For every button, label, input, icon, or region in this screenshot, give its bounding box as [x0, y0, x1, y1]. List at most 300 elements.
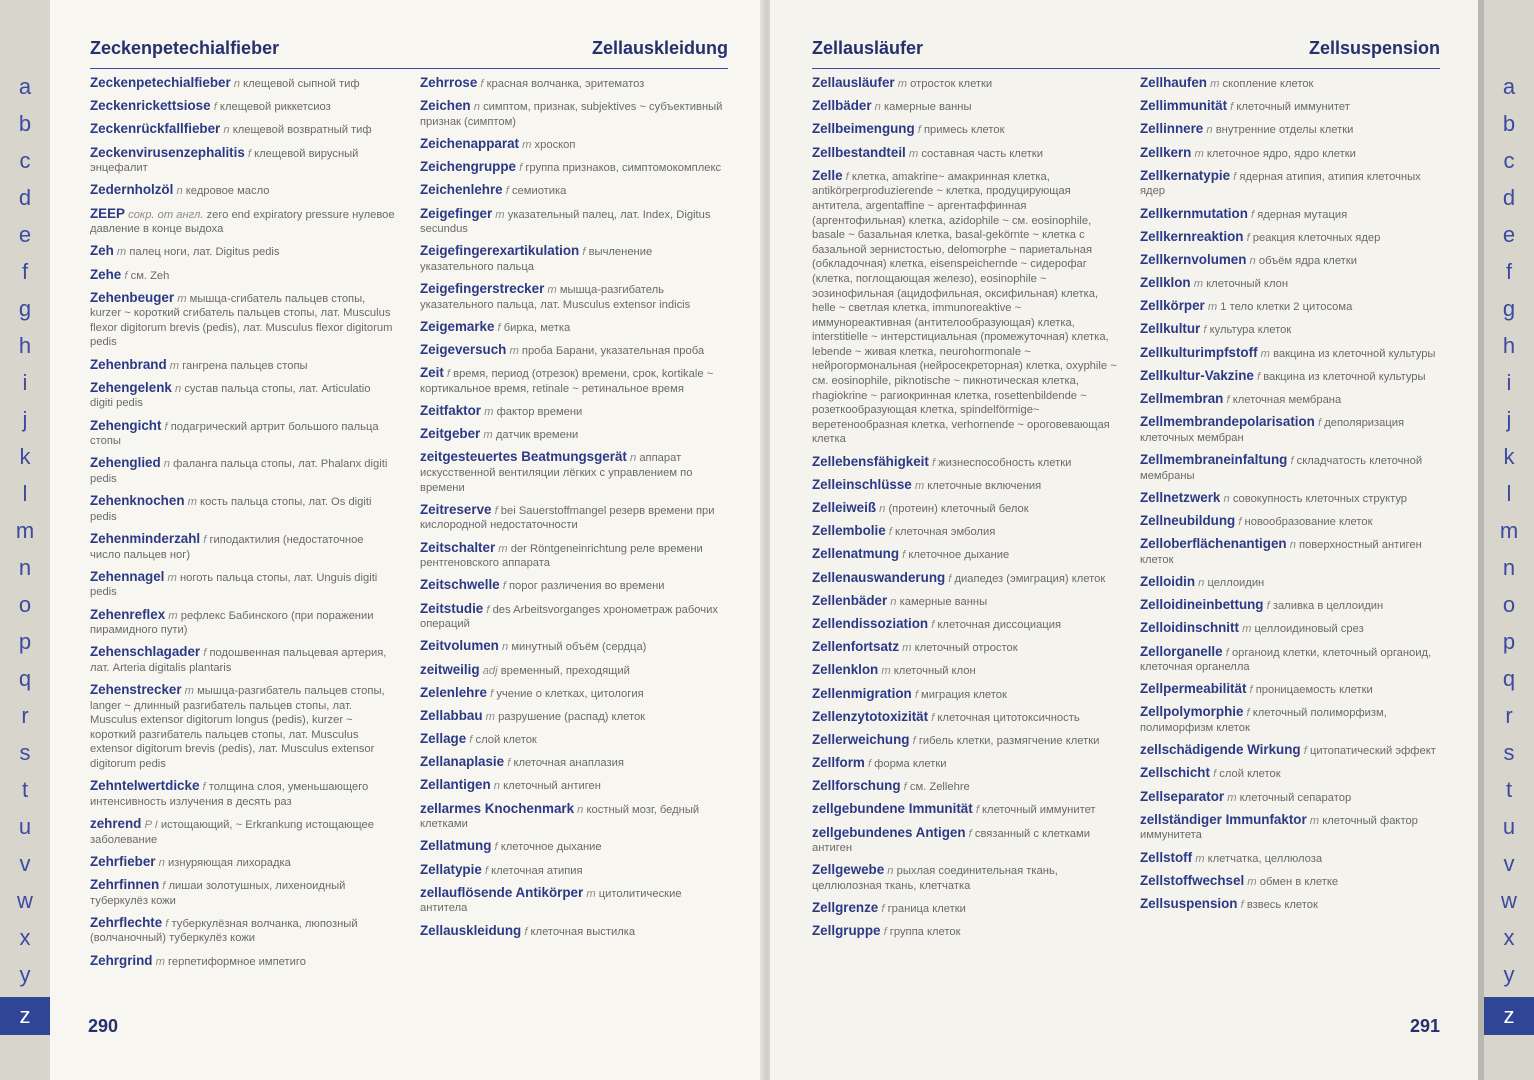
entry-translation: связанный с клетками антиген: [812, 827, 1090, 855]
dictionary-entry: [90, 817, 396, 847]
entry-headword: Zellgruppe: [812, 924, 881, 939]
entry-grammar-label: m: [509, 345, 519, 358]
entry-translation: целлоидиновый срез: [1254, 623, 1364, 636]
thumb-index-letter-a[interactable]: a: [18, 74, 32, 99]
entry-grammar-label: n: [163, 458, 171, 471]
thumb-index-letter-n[interactable]: n: [1502, 555, 1516, 580]
dictionary-entry: [1140, 230, 1440, 246]
dictionary-entry: [1140, 645, 1440, 675]
thumb-index-letter-f[interactable]: f: [1505, 259, 1513, 284]
dictionary-entry: [812, 617, 1118, 633]
dictionary-entry: [812, 779, 1118, 795]
thumb-index-letter-r[interactable]: r: [1505, 703, 1513, 728]
thumb-index-letter-v[interactable]: v: [1503, 851, 1515, 876]
entry-grammar-label: f: [1290, 455, 1294, 467]
entry-grammar-label: f: [931, 618, 935, 631]
entry-translation: камерные ванны: [884, 101, 972, 114]
entry-grammar-label: f: [1317, 417, 1322, 430]
entry-grammar-label: f: [484, 864, 488, 877]
thumb-index-letter-l[interactable]: l: [22, 481, 28, 506]
entry-grammar-label: m: [1193, 278, 1204, 291]
thumb-index-letter-h[interactable]: h: [18, 333, 32, 358]
dictionary-entry: [1140, 790, 1440, 806]
entry-translation: фаланга пальца стопы, лат. Phalanx digiti pedis: [90, 458, 388, 485]
dictionary-entry: [420, 686, 728, 702]
dictionary-entry: [90, 456, 396, 486]
thumb-index-letter-c[interactable]: c: [19, 148, 31, 173]
left-page-column-2: [420, 76, 728, 947]
entry-translation: культура клеток: [1209, 324, 1292, 337]
entry-headword: Zellmembran: [1140, 392, 1224, 407]
entry-translation: вычленение указательного пальца: [420, 246, 653, 273]
entry-translation: клеточная цитотоксичность: [937, 711, 1080, 724]
entry-grammar-label: m: [116, 246, 127, 259]
entry-translation: минутный объём (сердца): [511, 641, 647, 654]
dictionary-entry: [812, 710, 1118, 726]
entry-translation: клеточный иммунитет: [982, 804, 1096, 817]
entry-translation: герпетиформное импетиго: [168, 955, 306, 968]
entry-headword: Zellkern: [1140, 145, 1192, 160]
entry-grammar-label: f: [1203, 324, 1207, 337]
dictionary-entry: [90, 570, 396, 600]
entry-headword: Zellenatmung: [812, 547, 900, 562]
entry-grammar-label: f: [203, 647, 207, 660]
entry-translation: подагрический артрит большого пальца стопы: [90, 420, 379, 448]
dictionary-entry: [420, 343, 728, 359]
entry-grammar-label: n: [577, 803, 584, 816]
entry-grammar-label: f: [883, 926, 887, 939]
entry-translation: поверхностный антиген клеток: [1140, 539, 1422, 566]
entry-headword: Zellage: [420, 732, 467, 747]
entry-grammar-label: f: [867, 758, 872, 771]
thumb-index-letter-r[interactable]: r: [21, 703, 29, 728]
thumb-index-letter-q[interactable]: q: [1502, 666, 1516, 691]
entry-grammar-label: m: [177, 292, 187, 305]
entry-grammar-label: n: [1198, 576, 1205, 589]
dictionary-entry: [1140, 276, 1440, 292]
entry-headword: Zeigefingerstrecker: [420, 282, 545, 297]
entry-headword: Zeitreserve: [420, 502, 492, 517]
entry-headword: Zedernholzöl: [90, 183, 174, 198]
entry-headword: Zellform: [812, 756, 865, 771]
entry-grammar-label: f: [968, 827, 972, 840]
entry-grammar-label: n: [158, 856, 165, 869]
dictionary-entry: [1140, 453, 1440, 483]
thumb-index-letter-d[interactable]: d: [1502, 185, 1516, 210]
entry-translation: реакция клеточных ядер: [1252, 231, 1381, 244]
dictionary-entry: [812, 571, 1118, 587]
entry-headword: Zeckenpetechialfieber: [90, 76, 231, 90]
thumb-index-letter-l[interactable]: l: [1506, 481, 1512, 506]
dictionary-entry: [812, 122, 1118, 138]
left-header-last-word: Zellauskleidung: [591, 38, 728, 58]
entry-grammar-label: n: [629, 452, 637, 465]
entry-translation: клеточная атипия: [491, 864, 583, 877]
thumb-index-letter-b[interactable]: b: [1502, 111, 1516, 136]
entry-grammar-label: f: [486, 603, 490, 616]
entry-translation: гангрена пальцев стопы: [182, 359, 308, 372]
thumb-index-letter-s[interactable]: s: [19, 740, 31, 765]
entry-translation: форма клетки: [874, 758, 947, 771]
dictionary-entry: [90, 954, 396, 970]
entry-grammar-label: f: [1249, 684, 1253, 697]
entry-translation: время, период (отрезок) времени, срок, kortikale ~ кортикальное время, retinale ~ ретинальное время: [420, 368, 714, 395]
entry-translation: сустав пальца стопы, лат. Articulatio digiti pedis: [90, 382, 371, 410]
entry-grammar-label: f: [902, 549, 906, 562]
dictionary-entry: [812, 478, 1118, 494]
dictionary-entry: [1140, 369, 1440, 385]
thumb-index-letter-g[interactable]: g: [1502, 296, 1516, 321]
entry-translation: семиотика: [511, 185, 567, 198]
dictionary-entry: [90, 291, 396, 350]
entry-translation: объём ядра клетки: [1258, 254, 1357, 267]
entry-grammar-label: n: [1206, 124, 1213, 137]
thumb-index-letter-u[interactable]: u: [18, 814, 32, 839]
entry-headword: Zellpermeabilität: [1140, 682, 1247, 697]
entry-headword: Zehrfieber: [90, 854, 156, 869]
entry-grammar-label: f: [1213, 768, 1217, 781]
thumb-index-letter-i[interactable]: i: [1506, 370, 1512, 395]
entry-headword: zellauflösende Antikörper: [420, 885, 584, 900]
dictionary-entry: [90, 608, 396, 638]
entry-headword: Zeigeversuch: [420, 343, 507, 358]
entry-headword: Zeit: [420, 366, 444, 381]
thumb-index-letter-n[interactable]: n: [18, 555, 32, 580]
entry-headword: Zellanaplasie: [420, 755, 505, 770]
entry-translation: временный, преходящий: [500, 664, 630, 677]
dictionary-entry: [812, 76, 1118, 92]
entry-headword: Zeigefinger: [420, 206, 493, 221]
thumb-index-letter-v[interactable]: v: [19, 851, 31, 876]
entry-headword: Zeichenapparat: [420, 136, 519, 151]
thumb-index-letter-h[interactable]: h: [1502, 333, 1516, 358]
entry-translation: 1 тело клетки 2 цитосома: [1220, 301, 1353, 314]
entry-translation: клеточная диссоциация: [937, 618, 1062, 631]
entry-headword: zeitweilig: [420, 662, 480, 677]
entry-headword: Zeh: [90, 244, 114, 259]
thumb-index-letter-z[interactable]: z: [1484, 997, 1534, 1035]
entry-grammar-label: f: [912, 734, 916, 747]
entry-translation: внутренние отделы клетки: [1215, 124, 1354, 137]
entry-grammar-label: f: [247, 147, 252, 160]
entry-grammar-label: f: [1266, 600, 1270, 613]
thumb-index-letter-k[interactable]: k: [1503, 444, 1515, 469]
dictionary-entry: [1140, 766, 1440, 782]
entry-headword: Zeitfaktor: [420, 404, 482, 419]
entry-grammar-label: f: [1246, 707, 1250, 720]
dictionary-entry: [90, 183, 396, 199]
entry-grammar-label: f: [1256, 370, 1261, 383]
dictionary-entry: [812, 756, 1118, 772]
thumb-index-letter-c[interactable]: c: [1503, 148, 1515, 173]
dictionary-entry: [1140, 514, 1440, 530]
entry-headword: Zellenklon: [812, 663, 879, 678]
entry-headword: Zeitstudie: [420, 601, 484, 616]
entry-headword: Zellkulturimpfstoff: [1140, 345, 1258, 360]
entry-translation: клеточный иммунитет: [1236, 101, 1350, 114]
entry-headword: Zelenlehre: [420, 685, 487, 700]
entry-headword: Zehenknochen: [90, 494, 185, 509]
entry-translation: вакцина из клеточной культуры: [1273, 347, 1436, 360]
entry-translation: кедровое масло: [185, 185, 270, 198]
entry-grammar-label: m: [586, 887, 596, 900]
dictionary-entry: [1140, 76, 1440, 92]
entry-translation: костный мозг, бедный клетками: [420, 803, 700, 831]
entry-translation: лишаи золотушных, лихеноидный туберкулёз кожи: [90, 880, 346, 907]
entry-headword: Zellseparator: [1140, 789, 1225, 804]
entry-grammar-label: n: [501, 641, 509, 654]
dictionary-entry: [420, 732, 728, 748]
entry-grammar-label: f: [203, 533, 207, 546]
thumb-index-letter-z[interactable]: z: [0, 997, 50, 1035]
thumb-index-letter-y[interactable]: y: [1503, 962, 1515, 987]
thumb-index-letter-d[interactable]: d: [18, 185, 32, 210]
dictionary-entry: [90, 916, 396, 946]
dictionary-entry: [812, 455, 1118, 471]
entry-grammar-label: m: [485, 710, 495, 723]
dictionary-entry: [812, 663, 1118, 679]
entry-grammar-label: m: [1247, 875, 1257, 888]
entry-headword: Zeitgeber: [420, 427, 481, 442]
entry-translation: мышца-сгибатель пальцев стопы, kurzer ~ короткий сгибатель пальцев стопы, лат. Musculus flexor digitorum brevis (pedis), лат. Musculus flexor digitorum pedis: [90, 292, 393, 349]
dictionary-entry: [420, 709, 728, 725]
entry-headword: Zehengelenk: [90, 380, 172, 395]
thumb-index-letter-q[interactable]: q: [18, 666, 32, 691]
entry-translation: истощающий, ~ Erkrankung истощающее заболевание: [90, 819, 374, 846]
thumb-index-letter-x[interactable]: x: [1503, 925, 1515, 950]
left-running-head: [90, 34, 728, 69]
entry-grammar-label: m: [169, 359, 180, 372]
dictionary-entry: [1140, 146, 1440, 162]
entry-translation: см. Zeh: [130, 269, 170, 282]
dictionary-entry: [1140, 99, 1440, 115]
entry-headword: Zellstoffwechsel: [1140, 873, 1245, 888]
left-page-column-1: [90, 76, 396, 977]
entry-headword: Zehenglied: [90, 456, 161, 471]
dictionary-entry: [420, 886, 728, 916]
right-thumb-index: [1484, 0, 1534, 1080]
entry-translation: фактор времени: [496, 406, 583, 419]
entry-headword: Zehrfinnen: [90, 878, 160, 892]
entry-grammar-label: m: [881, 665, 891, 678]
entry-translation: составная часть клетки: [921, 147, 1043, 160]
alphabet-index-right: [1484, 72, 1534, 1035]
entry-headword: Zellsuspension: [1140, 896, 1238, 911]
entry-translation: отросток клетки: [910, 78, 993, 90]
entry-headword: Zeitvolumen: [420, 639, 499, 654]
entry-translation: палец ноги, лат. Digitus pedis: [129, 246, 280, 259]
entry-translation: ноготь пальца стопы, лат. Unguis digiti pedis: [90, 571, 378, 599]
thumb-index-letter-y[interactable]: y: [19, 962, 31, 987]
thumb-index-letter-x[interactable]: x: [19, 925, 31, 950]
entry-grammar-label: m: [1242, 623, 1252, 636]
entry-translation: zero end expiratory pressure нулевое давление в конце выдоха: [90, 208, 395, 236]
thumb-index-letter-j[interactable]: j: [22, 407, 28, 432]
entry-grammar-label: m: [522, 138, 532, 151]
entry-headword: Zellenmigration: [812, 686, 912, 701]
entry-grammar-label: n: [473, 101, 480, 114]
dictionary-entry: [90, 494, 396, 524]
dictionary-entry: [1140, 322, 1440, 338]
thumb-index-letter-w[interactable]: w: [1501, 888, 1517, 913]
entry-grammar-label: n: [1223, 492, 1230, 505]
entry-translation: клеточная эмболия: [895, 526, 996, 539]
entry-translation: клеточная анаплазия: [513, 757, 624, 770]
dictionary-entry: [420, 639, 728, 655]
entry-translation: подошвенная пальцевая артерия, лат. Arteria digitalis plantaris: [90, 647, 387, 674]
entry-headword: Zehenschlagader: [90, 645, 201, 660]
thumb-index-letter-m[interactable]: m: [15, 518, 35, 543]
thumb-index-letter-m[interactable]: m: [1499, 518, 1519, 543]
entry-grammar-label: m: [1260, 347, 1270, 360]
dictionary-entry: [812, 924, 1118, 940]
entry-grammar-label: f: [507, 757, 511, 770]
dictionary-entry: [812, 146, 1118, 162]
entry-translation: заливка в целлоидин: [1272, 600, 1384, 613]
dictionary-entry: [812, 640, 1118, 656]
entry-translation: группа клеток: [889, 926, 961, 939]
dictionary-entry: [420, 578, 728, 594]
thumb-index-letter-k[interactable]: k: [19, 444, 31, 469]
thumb-index-letter-s[interactable]: s: [1503, 740, 1515, 765]
thumb-index-letter-b[interactable]: b: [18, 111, 32, 136]
dictionary-entry: [420, 450, 728, 495]
entry-grammar-label: P I: [144, 819, 158, 832]
entry-headword: Zehrrose: [420, 76, 478, 90]
entry-translation: примесь клеток: [924, 124, 1005, 137]
entry-translation: слой клеток: [1219, 768, 1281, 781]
dictionary-entry: [1140, 122, 1440, 138]
entry-headword: Zelloidineinbettung: [1140, 598, 1264, 613]
entry-headword: Zellauskleidung: [420, 923, 522, 938]
entry-translation: клеточный фактор иммунитета: [1140, 814, 1418, 842]
entry-headword: Zellatmung: [420, 839, 492, 854]
dictionary-entry: [420, 663, 728, 679]
thumb-index-letter-w[interactable]: w: [17, 888, 33, 913]
right-running-head: [812, 34, 1440, 69]
entry-translation: клеточный клон: [1206, 278, 1289, 291]
entry-translation: клеточная выстилка: [530, 925, 636, 938]
entry-headword: Zelloidinschnitt: [1140, 621, 1239, 636]
dictionary-entry: [420, 282, 728, 312]
dictionary-entry: [1140, 537, 1440, 567]
thumb-index-letter-t[interactable]: t: [1505, 777, 1513, 802]
entry-headword: Zellmembraneinfaltung: [1140, 453, 1288, 467]
entry-translation: (протеин) клеточный белок: [888, 503, 1029, 515]
entry-headword: Zellmembrandepolarisation: [1140, 415, 1315, 430]
thumb-index-letter-u[interactable]: u: [1502, 814, 1516, 839]
entry-headword: Zellabbau: [420, 708, 483, 723]
entry-grammar-label: m: [908, 147, 919, 160]
dictionary-entry: [1140, 253, 1440, 269]
entry-translation: клеточный отросток: [914, 642, 1018, 655]
entry-headword: zellschädigende Wirkung: [1140, 743, 1301, 758]
thumb-index-letter-j[interactable]: j: [1506, 407, 1512, 432]
thumb-index-letter-o[interactable]: o: [1502, 592, 1516, 617]
entry-translation: клеточный клон: [893, 665, 976, 678]
thumb-index-letter-a[interactable]: a: [1502, 74, 1516, 99]
entry-grammar-label: f: [497, 321, 501, 334]
entry-grammar-label: m: [155, 955, 165, 968]
entry-grammar-label: adj: [482, 664, 498, 677]
entry-translation: рыхлая соединительная ткань, целлюлозная ткань, клетчатка: [812, 865, 1058, 892]
entry-grammar-label: f: [213, 101, 217, 114]
entry-headword: Zellbeimengung: [812, 122, 915, 137]
entry-grammar-label: n: [874, 101, 881, 114]
entry-translation: порог различения во времени: [508, 580, 665, 593]
dictionary-entry: [1140, 874, 1440, 890]
entry-grammar-label: f: [502, 580, 506, 593]
entry-headword: Zellembolie: [812, 524, 886, 539]
entry-grammar-label: f: [931, 456, 936, 469]
entry-grammar-label: m: [187, 496, 197, 509]
entry-headword: Zehenstrecker: [90, 683, 182, 698]
entry-grammar-label: f: [1225, 646, 1229, 659]
dictionary-entry: [1140, 897, 1440, 913]
entry-translation: клещевой риккетсиоз: [219, 101, 331, 114]
entry-headword: Zellerweichung: [812, 732, 910, 747]
entry-headword: Zellenbäder: [812, 593, 888, 608]
entry-grammar-label: f: [931, 711, 935, 724]
entry-grammar-label: n: [1289, 539, 1296, 552]
entry-headword: Zellkernatypie: [1140, 168, 1231, 183]
left-thumb-index: [0, 0, 50, 1080]
thumb-index-letter-e[interactable]: e: [1502, 222, 1516, 247]
entry-headword: Zellenauswanderung: [812, 570, 946, 585]
dictionary-entry: [90, 146, 396, 176]
entry-translation: бирка, метка: [503, 321, 571, 334]
page-number-left: 290: [88, 1016, 119, 1036]
entry-translation: проба Барани, указательная проба: [521, 345, 705, 358]
thumb-index-letter-p[interactable]: p: [18, 629, 32, 654]
entry-headword: zellständiger Immunfaktor: [1140, 812, 1307, 827]
entry-translation: изнуряющая лихорадка: [167, 856, 291, 869]
entry-headword: Zellhaufen: [1140, 76, 1207, 90]
thumb-index-letter-i[interactable]: i: [22, 370, 28, 395]
entry-grammar-label: f: [888, 526, 892, 539]
entry-headword: Zellkultur-Vakzine: [1140, 368, 1254, 383]
dictionary-entry: [420, 76, 728, 92]
right-page-column-2: [1140, 76, 1440, 920]
entry-headword: Zeichen: [420, 99, 471, 114]
dictionary-entry: [812, 169, 1118, 447]
entry-headword: Zelleinschlüsse: [812, 477, 912, 492]
entry-headword: zellgebundenes Antigen: [812, 825, 966, 840]
entry-headword: Zellnetzwerk: [1140, 490, 1221, 505]
dictionary-entry: [420, 320, 728, 336]
thumb-index-letter-p[interactable]: p: [1502, 629, 1516, 654]
thumb-index-letter-e[interactable]: e: [18, 222, 32, 247]
entry-headword: Zehe: [90, 267, 122, 282]
thumb-index-letter-g[interactable]: g: [18, 296, 32, 321]
entry-translation: граница клетки: [887, 903, 966, 916]
entry-grammar-label: m: [1195, 852, 1205, 865]
entry-headword: Zellkernmutation: [1140, 206, 1248, 221]
entry-translation: аппарат искусственной вентиляции лёгких с управлением по времени: [420, 452, 693, 494]
entry-headword: Zellendissoziation: [812, 616, 929, 631]
thumb-index-letter-t[interactable]: t: [21, 777, 29, 802]
entry-headword: zeitgesteuertes Beatmungsgerät: [420, 450, 627, 465]
entry-headword: Zelloberflächenantigen: [1140, 537, 1287, 552]
entry-grammar-label: f: [446, 368, 451, 381]
entry-grammar-label: n: [879, 503, 886, 515]
thumb-index-letter-o[interactable]: o: [18, 592, 32, 617]
entry-headword: Zellpolymorphie: [1140, 705, 1244, 720]
thumb-index-letter-f[interactable]: f: [21, 259, 29, 284]
entry-grammar-label: f: [845, 170, 849, 183]
entry-headword: Zellenfortsatz: [812, 640, 900, 655]
entry-grammar-label: f: [903, 781, 907, 794]
